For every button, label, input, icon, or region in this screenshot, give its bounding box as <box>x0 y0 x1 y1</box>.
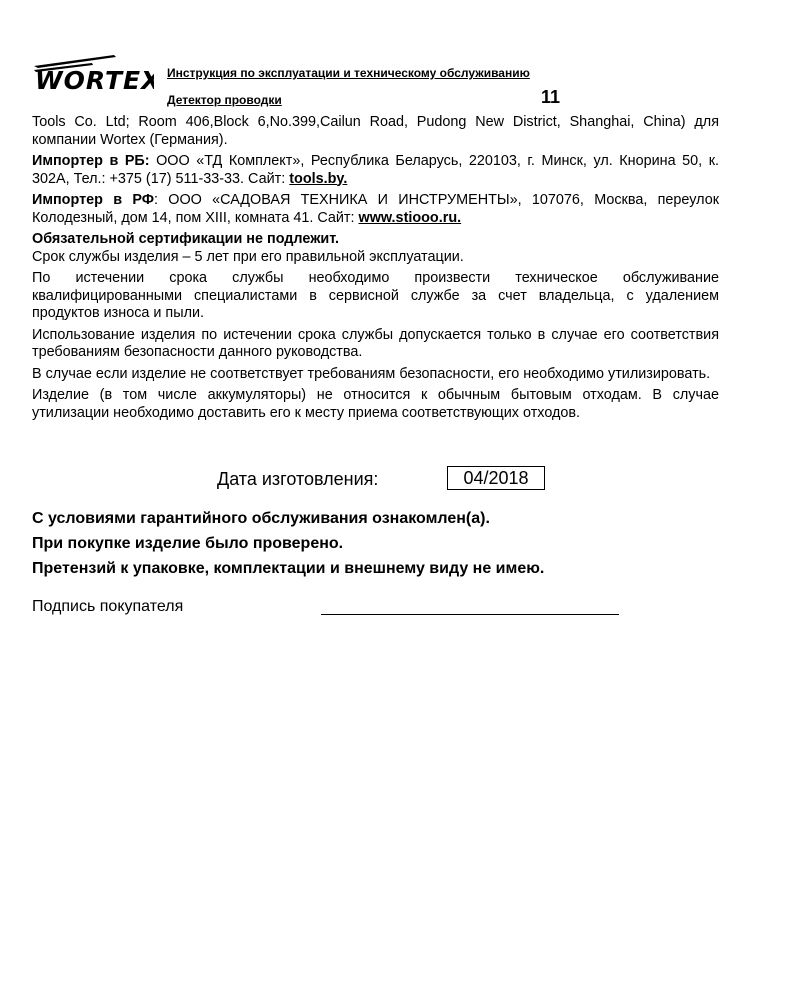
ack-no-claims: Претензий к упаковке, комплектации и внешнему виду не имею. <box>32 560 545 577</box>
manual-title: Инструкция по эксплуатации и техническому обслуживанию <box>167 66 530 80</box>
signature-label: Подпись покупателя <box>32 598 184 615</box>
product-name: Детектор проводки <box>167 93 282 107</box>
disposal-paragraph: В случае если изделие не соответствует требованиям безопасности, его необходимо утилизировать. <box>32 365 711 382</box>
manufacture-date-label: Дата изготовления: <box>217 468 379 489</box>
page-number: 11 <box>541 87 561 107</box>
certification-note: Обязательной сертификации не подлежит. <box>32 231 340 247</box>
maintenance-paragraph: По истечении срока службы необходимо произвести техническое обслуживание квалифицированными специалистами в сервисной службе за счет владельца, с удалением продуктов износа и пыли. <box>32 270 719 321</box>
importer-rf-site-link[interactable]: www.stiooo.ru. <box>358 209 462 226</box>
importer-rb-text: ООО «ТД Комплект», Республика Беларусь, 220103, г. Минск, ул. Кнорина 50, к. 302А, Тел.: +375 (17) 511-33-33. Сайт: <box>32 153 719 187</box>
importer-rb-paragraph <box>32 153 719 188</box>
logo-swoosh-icon <box>32 52 154 94</box>
buyer-signature <box>32 598 732 622</box>
service-life-paragraph: Срок службы изделия – 5 лет при его правильной эксплуатации. <box>32 248 464 265</box>
importer-rf-paragraph <box>32 192 719 227</box>
buyer-acknowledgements <box>32 506 732 581</box>
manufacturer-paragraph: Tools Co. Ltd; Room 406,Block 6,No.399,Cailun Road, Pudong New District, Shanghai, China) для компании Wortex (Германия). <box>32 114 719 148</box>
svg-text:WORTEX: WORTEX <box>35 66 154 94</box>
ack-product-checked: При покупке изделие было проверено. <box>32 535 344 552</box>
signature-line[interactable] <box>321 614 619 615</box>
waste-paragraph: Изделие (в том числе аккумуляторы) не относится к обычным бытовым отходам. В случае утилизации необходимо доставить его к месту приема соответствующих отходов. <box>32 387 719 421</box>
importer-rf-label: Импортер в РФ <box>32 192 155 208</box>
ack-warranty-terms: С условиями гарантийного обслуживания ознакомлен(а). <box>32 510 490 527</box>
importer-rb-site-link[interactable]: tools.by. <box>289 170 348 187</box>
importer-rf-text: : ООО «САДОВАЯ ТЕХНИКА И ИНСТРУМЕНТЫ», 107076, Москва, переулок Колодезный, дом 14, пом XIII, комната 41. Сайт: <box>32 192 719 226</box>
document-body <box>32 114 719 426</box>
usage-after-paragraph: Использование изделия по истечении срока службы допускается только в случае его соответствия требованиям безопасности данного руководства. <box>32 326 719 360</box>
wortex-logo <box>32 52 154 94</box>
manufacture-date-value: 04/2018 <box>447 466 545 490</box>
importer-rb-label: Импортер в РБ: <box>32 153 150 169</box>
manufacture-date-row <box>217 466 529 492</box>
